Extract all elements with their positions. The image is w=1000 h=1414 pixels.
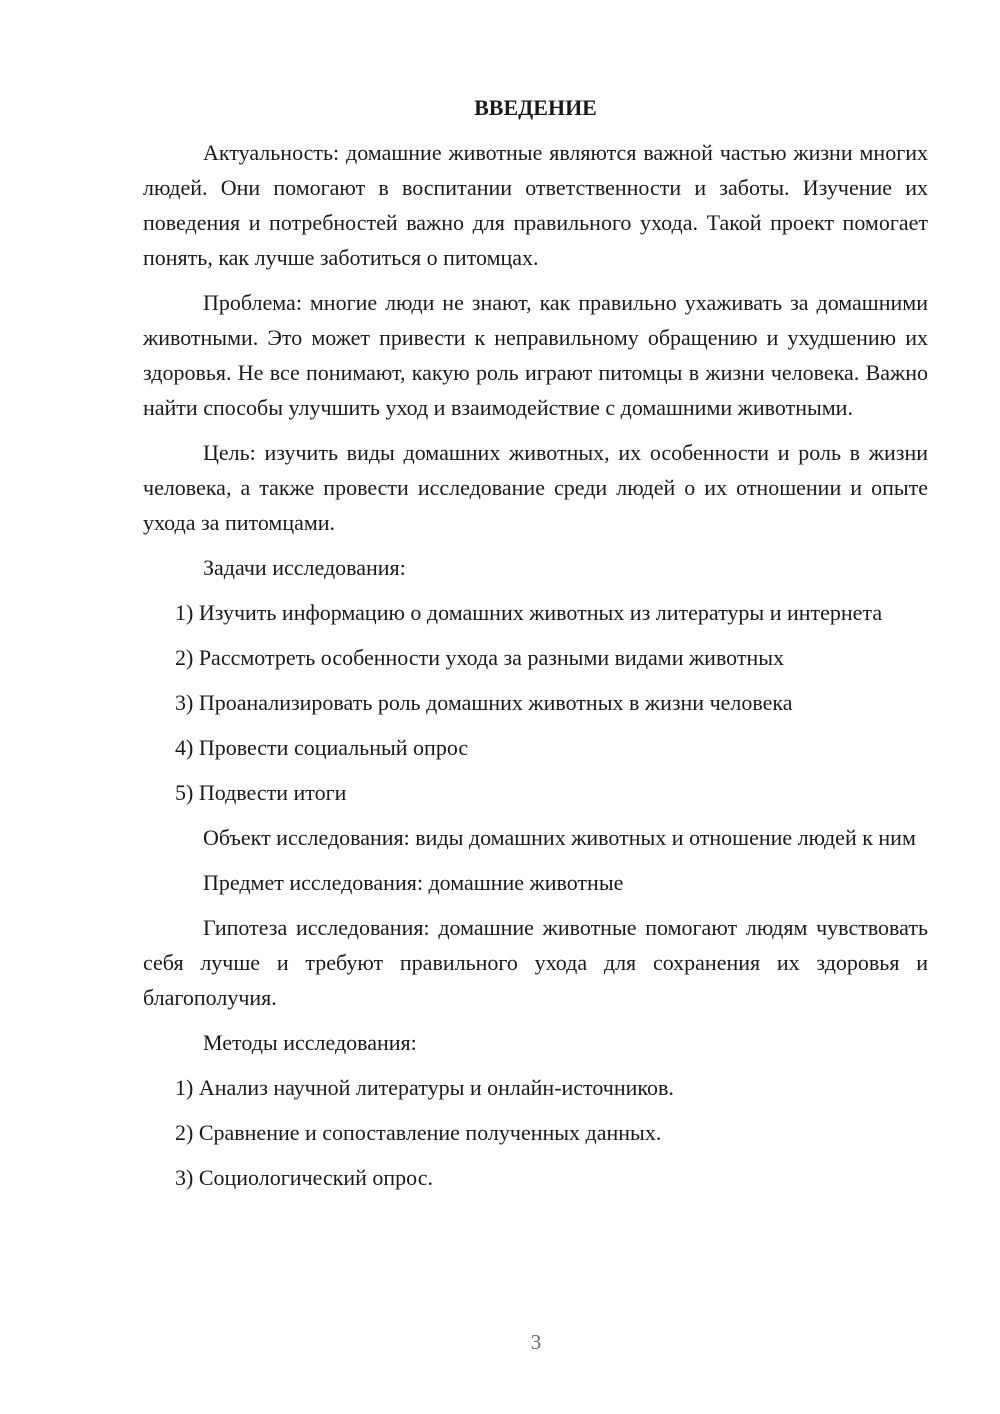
task-item: 3) Проанализировать роль домашних животных в жизни человека (175, 690, 793, 715)
hypothesis-paragraph: Гипотеза исследования: домашние животные помогают людям чувствовать себя лучше и требуют правильного ухода для сохранения их здоровья и благополучия. (143, 915, 928, 1010)
relevance-paragraph: Актуальность: домашние животные являются важной частью жизни многих людей. Они помогают в воспитании ответственности и заботы. Изучение их поведения и потребностей важно для правильного ухода. Такой проект помогает понять, как лучше заботиться о питомцах. (143, 140, 928, 270)
task-item: 1) Изучить информацию о домашних животных из литературы и интернета (175, 600, 883, 625)
method-item: 3) Социологический опрос. (175, 1165, 433, 1190)
page-title: ВВЕДЕНИЕ (474, 95, 597, 120)
object-paragraph: Объект исследования: виды домашних животных и отношение людей к ним (203, 825, 916, 850)
document-page (143, 90, 928, 1205)
methods-label: Методы исследования: (203, 1030, 417, 1055)
page-number: 3 (530, 1330, 542, 1354)
method-item: 2) Сравнение и сопоставление полученных данных. (175, 1120, 662, 1145)
task-item: 2) Рассмотреть особенности ухода за разными видами животных (175, 645, 785, 670)
problem-paragraph: Проблема: многие люди не знают, как правильно ухаживать за домашними животными. Это может привести к неправильному обращению и ухудшению их здоровья. Не все понимают, какую роль играют питомцы в жизни человека. Важно найти способы улучшить уход и взаимодействие с домашними животными. (143, 290, 928, 420)
task-item: 4) Провести социальный опрос (175, 735, 469, 760)
subject-paragraph: Предмет исследования: домашние животные (203, 870, 624, 895)
task-item: 5) Подвести итоги (175, 780, 347, 805)
goal-paragraph: Цель: изучить виды домашних животных, их особенности и роль в жизни человека, а также провести исследование среди людей о их отношении и опыте ухода за питомцами. (143, 440, 928, 535)
tasks-label: Задачи исследования: (203, 555, 406, 580)
method-item: 1) Анализ научной литературы и онлайн-источников. (175, 1075, 674, 1100)
